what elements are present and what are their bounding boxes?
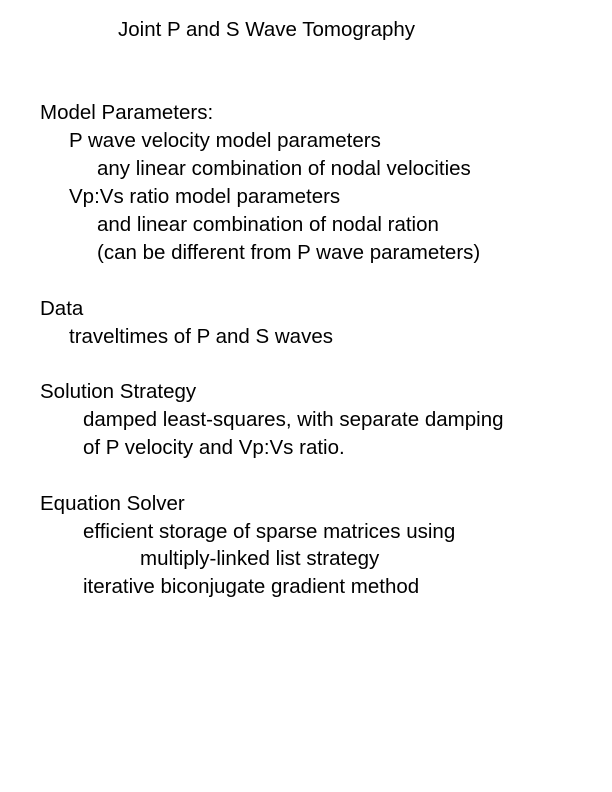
slide-title: Joint P and S Wave Tomography — [118, 18, 416, 41]
vpvs-parameters-detail: and linear combination of nodal ration — [97, 213, 439, 236]
p-wave-parameters-detail: any linear combination of nodal velocities — [97, 157, 471, 180]
solution-strategy-line-1: damped least-squares, with separate damping — [83, 408, 504, 431]
vpvs-parameters-text: Vp:Vs ratio model parameters — [69, 185, 341, 208]
equation-solver-line-1: efficient storage of sparse matrices using — [83, 520, 456, 543]
solution-strategy-line-2: of P velocity and Vp:Vs ratio. — [83, 436, 345, 459]
vpvs-parameters-note: (can be different from P wave parameters) — [97, 241, 481, 264]
data-heading: Data — [40, 297, 84, 320]
solution-strategy-heading: Solution Strategy — [40, 380, 197, 403]
model-parameters-heading: Model Parameters: — [40, 101, 214, 124]
equation-solver-heading: Equation Solver — [40, 492, 185, 515]
equation-solver-line-3: iterative biconjugate gradient method — [83, 575, 420, 598]
data-item: traveltimes of P and S waves — [69, 325, 333, 348]
p-wave-parameters-text: P wave velocity model parameters — [69, 129, 381, 152]
equation-solver-line-2: multiply-linked list strategy — [140, 547, 380, 570]
